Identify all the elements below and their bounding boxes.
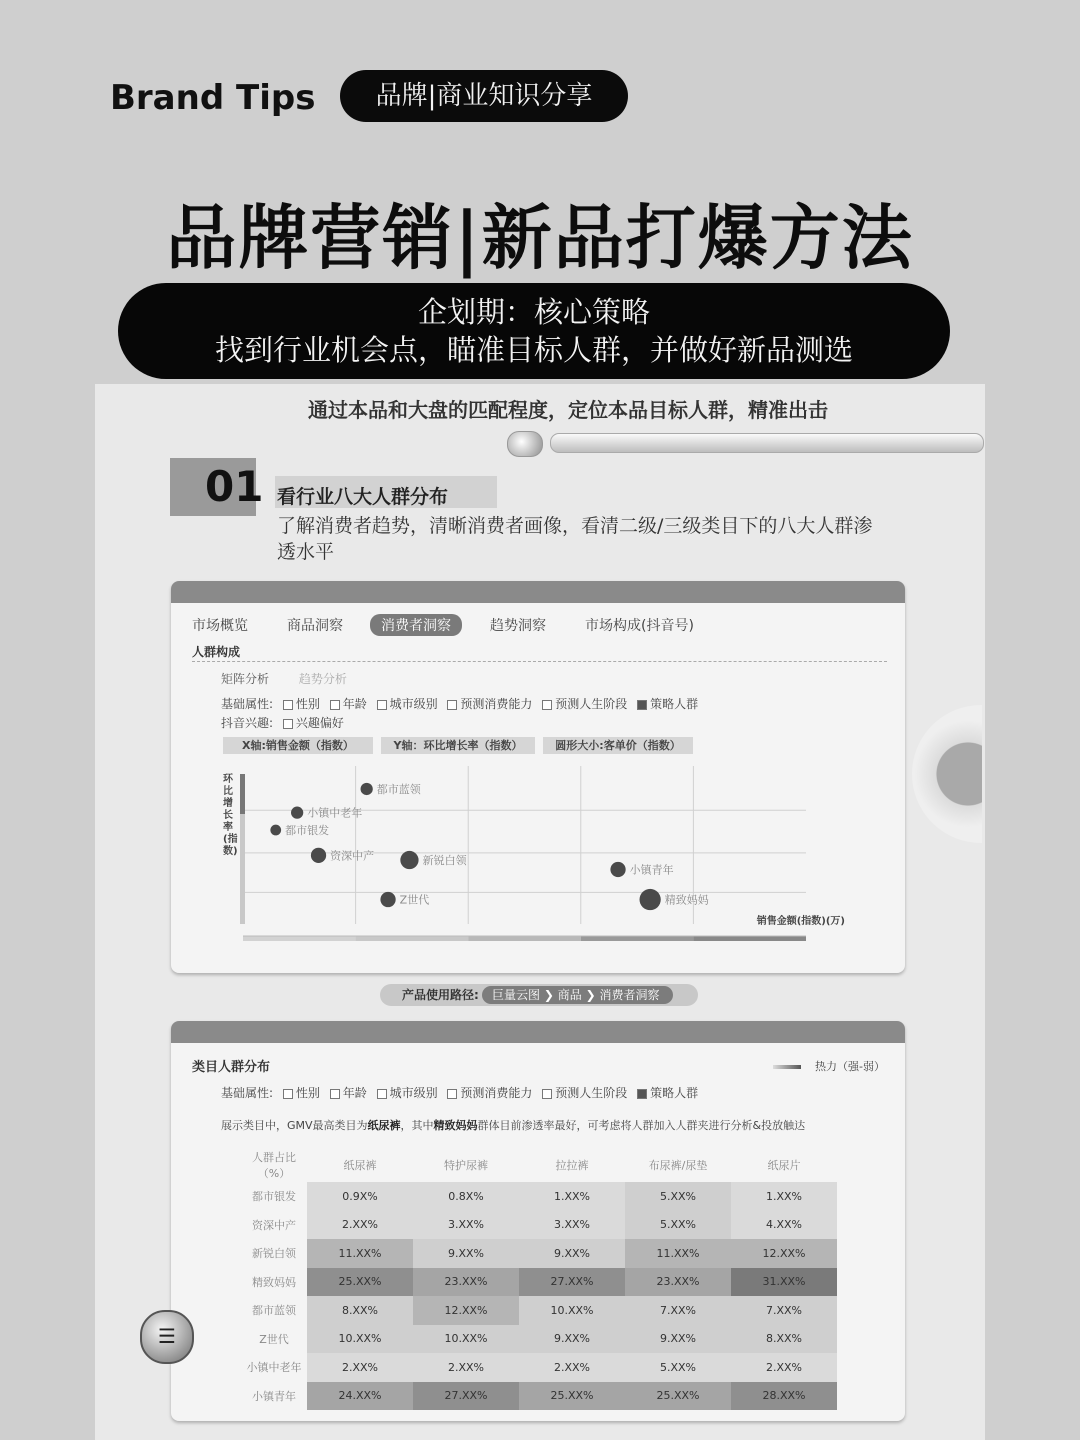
checkbox[interactable] xyxy=(330,700,340,710)
column-header: 布尿裤/尿垫 xyxy=(648,1159,708,1172)
table-row xyxy=(241,1211,837,1240)
filter-spending-power: 预测消费能力 xyxy=(460,1086,533,1100)
row-label: 小镇青年 xyxy=(252,1389,296,1403)
category-crowd-panel xyxy=(171,1021,905,1421)
scatter-point xyxy=(380,892,395,907)
heat-cell: 9.XX% xyxy=(519,1325,625,1354)
point-label: 小镇中老年 xyxy=(307,806,363,820)
heat-cell: 9.XX% xyxy=(519,1239,625,1268)
checkbox[interactable] xyxy=(447,1089,457,1099)
checkbox[interactable] xyxy=(542,700,552,710)
heat-cell: 2.XX% xyxy=(413,1353,519,1382)
note-highlight: 精致妈妈 xyxy=(433,1119,478,1132)
table-row xyxy=(241,1325,837,1354)
strategy-banner xyxy=(118,283,950,379)
heat-cell: 2.XX% xyxy=(307,1211,413,1240)
checkbox-checked[interactable] xyxy=(637,700,647,710)
heat-cell: 5.XX% xyxy=(625,1211,731,1240)
subtab-matrix[interactable]: 矩阵分析 xyxy=(221,672,270,686)
column-header: 纸尿裤 xyxy=(343,1159,377,1172)
column-header: 纸尿片 xyxy=(767,1159,801,1172)
heat-cell: 23.XX% xyxy=(413,1268,519,1297)
table-row xyxy=(241,1182,837,1211)
heat-cell: 7.XX% xyxy=(731,1296,837,1325)
point-label: 精致妈妈 xyxy=(664,893,709,907)
heat-cell: 5.XX% xyxy=(625,1182,731,1211)
heat-cell: 3.XX% xyxy=(413,1211,519,1240)
filter-age: 年龄 xyxy=(342,697,367,711)
heat-cell: 11.XX% xyxy=(307,1239,413,1268)
category-pill: 品牌|商业知识分享 xyxy=(340,70,628,122)
subtab-trend[interactable]: 趋势分析 xyxy=(298,672,347,686)
heat-cell: 2.XX% xyxy=(307,1353,413,1382)
tab-market-overview[interactable]: 市场概览 xyxy=(192,618,248,634)
scatter-point xyxy=(311,848,326,863)
heat-cell: 24.XX% xyxy=(307,1382,413,1411)
legend-label: 热力（强-弱） xyxy=(815,1060,885,1073)
heat-cell: 25.XX% xyxy=(625,1382,731,1411)
y-axis-label: 环比增长率(指数) xyxy=(223,774,238,857)
progress-knob xyxy=(507,431,543,457)
scatter-point xyxy=(400,851,418,869)
crowd-composition-title: 人群构成 xyxy=(192,645,241,659)
table-row xyxy=(241,1296,837,1325)
scatter-point xyxy=(640,889,661,910)
heat-cell: 8.XX% xyxy=(307,1296,413,1325)
heat-cell: 1.XX% xyxy=(519,1182,625,1211)
heat-cell: 25.XX% xyxy=(519,1382,625,1411)
x-axis-segment xyxy=(243,936,356,941)
scatter-svg xyxy=(221,764,821,949)
heat-cell: 1.XX% xyxy=(731,1182,837,1211)
banner-line-1: 企划期：核心策略 xyxy=(417,295,650,329)
heatmap-table xyxy=(241,1148,837,1410)
row-label: 都市银发 xyxy=(252,1190,296,1204)
basic-attribute-filters xyxy=(221,1084,698,1101)
point-label: Z世代 xyxy=(399,893,430,907)
table-corner-header: 人群占比（%） xyxy=(252,1151,296,1180)
row-label: 都市蓝领 xyxy=(252,1304,296,1318)
insight-note xyxy=(221,1117,805,1133)
point-label: 小镇青年 xyxy=(629,863,674,877)
panel-top-band xyxy=(171,1021,905,1043)
filter-age: 年龄 xyxy=(342,1086,367,1100)
heat-cell: 10.XX% xyxy=(307,1325,413,1354)
y-axis-tag: Y轴：环比增长率（指数） xyxy=(381,737,535,754)
heat-cell: 9.XX% xyxy=(625,1325,731,1354)
table-row xyxy=(241,1268,837,1297)
filter-life-stage: 预测人生阶段 xyxy=(555,1086,628,1100)
chevron-right-icon: ❯ xyxy=(543,988,558,1002)
filter-gender: 性别 xyxy=(295,697,320,711)
route-step-2[interactable]: 商品 xyxy=(557,988,582,1002)
filter-gender: 性别 xyxy=(295,1086,320,1100)
heat-cell: 8.XX% xyxy=(731,1325,837,1354)
filter-row-label: 抖音兴趣: xyxy=(221,716,274,730)
section-description: 了解消费者趋势，清晰消费者画像，看清二级/三级类目下的八大人群渗透水平 xyxy=(277,515,873,563)
heat-cell: 9.XX% xyxy=(413,1239,519,1268)
heat-cell: 28.XX% xyxy=(731,1382,837,1411)
note-highlight: 纸尿裤 xyxy=(367,1119,401,1132)
heat-cell: 5.XX% xyxy=(625,1353,731,1382)
filter-strategy-crowd: 策略人群 xyxy=(650,697,699,711)
row-label: 资深中产 xyxy=(252,1218,296,1232)
tab-trend-insight[interactable]: 趋势洞察 xyxy=(490,618,546,634)
section-title: 看行业八大人群分布 xyxy=(277,486,449,508)
scatter-point xyxy=(361,783,373,795)
point-label: 新锐白领 xyxy=(422,854,467,868)
table-row xyxy=(241,1382,837,1411)
size-axis-tag: 圆形大小:客单价（指数） xyxy=(543,737,693,754)
column-header: 特护尿裤 xyxy=(444,1159,488,1172)
heat-cell: 10.XX% xyxy=(413,1325,519,1354)
heat-cell: 2.XX% xyxy=(731,1353,837,1382)
product-route xyxy=(380,984,698,1006)
chevron-right-icon: ❯ xyxy=(585,988,600,1002)
route-path xyxy=(482,986,673,1004)
filter-city-level: 城市级别 xyxy=(389,1086,438,1100)
filter-spending-power: 预测消费能力 xyxy=(460,697,533,711)
row-label: 小镇中老年 xyxy=(246,1361,302,1375)
checkbox[interactable] xyxy=(447,700,457,710)
route-step-1[interactable]: 巨量云图 xyxy=(492,988,541,1002)
heat-cell: 0.9X% xyxy=(307,1182,413,1211)
filter-row-label: 基础属性: xyxy=(221,697,274,711)
filter-strategy-crowd: 策略人群 xyxy=(650,1086,699,1100)
heat-cell: 7.XX% xyxy=(625,1296,731,1325)
tab-market-composition[interactable]: 市场构成(抖音号) xyxy=(585,618,694,634)
checkbox[interactable] xyxy=(377,700,387,710)
analysis-subtabs xyxy=(221,670,373,687)
point-label: 资深中产 xyxy=(330,849,375,863)
checkbox[interactable] xyxy=(542,1089,552,1099)
heat-cell: 11.XX% xyxy=(625,1239,731,1268)
row-label: Z世代 xyxy=(259,1332,289,1346)
progress-track xyxy=(550,433,984,453)
heat-cell: 23.XX% xyxy=(625,1268,731,1297)
filter-life-stage: 预测人生阶段 xyxy=(555,697,628,711)
heat-cell: 27.XX% xyxy=(519,1268,625,1297)
route-step-3[interactable]: 消费者洞察 xyxy=(599,988,660,1002)
checkbox[interactable] xyxy=(283,719,293,729)
table-row xyxy=(241,1239,837,1268)
scatter-point xyxy=(610,862,625,877)
gradient-swatch xyxy=(773,1065,801,1069)
brand-label: Brand Tips xyxy=(110,78,316,118)
section-number: 01 xyxy=(205,462,264,511)
category-crowd-title: 类目人群分布 xyxy=(192,1060,271,1075)
document-screenshot xyxy=(95,384,985,1440)
intro-text: 通过本品和大盘的匹配程度，定位本品目标人群，精准出击 xyxy=(308,398,828,422)
heat-cell: 2.XX% xyxy=(519,1353,625,1382)
heat-legend xyxy=(773,1058,885,1074)
route-label: 产品使用路径: xyxy=(402,988,479,1002)
x-axis-segment xyxy=(693,936,806,941)
filter-interest: 兴趣偏好 xyxy=(295,716,344,730)
heat-cell: 25.XX% xyxy=(307,1268,413,1297)
note-text: 群体目前渗透率最好，可考虑将人群加入人群夹进行分析&投放触达 xyxy=(477,1119,806,1132)
page-title: 品牌营销|新品打爆方法 xyxy=(166,196,914,279)
checkbox[interactable] xyxy=(330,1089,340,1099)
heat-cell: 3.XX% xyxy=(519,1211,625,1240)
point-label: 都市银发 xyxy=(285,824,330,838)
heat-cell: 10.XX% xyxy=(519,1296,625,1325)
row-label: 新锐白领 xyxy=(252,1247,296,1261)
x-axis-segment xyxy=(468,936,581,941)
divider xyxy=(192,661,887,662)
note-text: 展示类目中，GMV最高类目为 xyxy=(221,1119,368,1132)
heat-cell: 12.XX% xyxy=(731,1239,837,1268)
interest-filters xyxy=(221,714,344,731)
consumer-insight-panel xyxy=(171,581,905,973)
note-text: ，其中 xyxy=(400,1119,434,1132)
x-axis-segment xyxy=(581,936,694,941)
x-axis-tag: X轴:销售金额（指数） xyxy=(223,737,373,754)
panel-top-band xyxy=(171,581,905,603)
y-axis-highlight xyxy=(240,774,245,814)
crowd-matrix-chart xyxy=(221,764,845,949)
column-header: 拉拉裤 xyxy=(555,1159,589,1172)
tab-product-insight[interactable]: 商品洞察 xyxy=(287,618,343,634)
heat-cell: 12.XX% xyxy=(413,1296,519,1325)
list-icon: ☰ xyxy=(140,1310,194,1364)
heat-cell: 0.8X% xyxy=(413,1182,519,1211)
scatter-point xyxy=(291,807,303,819)
row-label: 精致妈妈 xyxy=(252,1275,296,1289)
basic-attribute-filters xyxy=(221,695,698,712)
tab-consumer-insight[interactable]: 消费者洞察 xyxy=(370,614,462,636)
heat-cell: 4.XX% xyxy=(731,1211,837,1240)
checkbox[interactable] xyxy=(377,1089,387,1099)
checkbox-checked[interactable] xyxy=(637,1089,647,1099)
heat-cell: 27.XX% xyxy=(413,1382,519,1411)
banner-line-2: 找到行业机会点，瞄准目标人群，并做好新品测选 xyxy=(214,333,853,367)
checkbox[interactable] xyxy=(283,1089,293,1099)
x-axis-segment xyxy=(356,936,469,941)
filter-row-label: 基础属性: xyxy=(221,1086,274,1100)
table-row xyxy=(241,1353,837,1382)
heat-cell: 31.XX% xyxy=(731,1268,837,1297)
x-axis-label: 销售金额(指数)(万) xyxy=(756,916,845,927)
point-label: 都市蓝领 xyxy=(376,782,421,796)
checkbox[interactable] xyxy=(283,700,293,710)
filter-city-level: 城市级别 xyxy=(389,697,438,711)
scatter-point xyxy=(270,825,281,836)
